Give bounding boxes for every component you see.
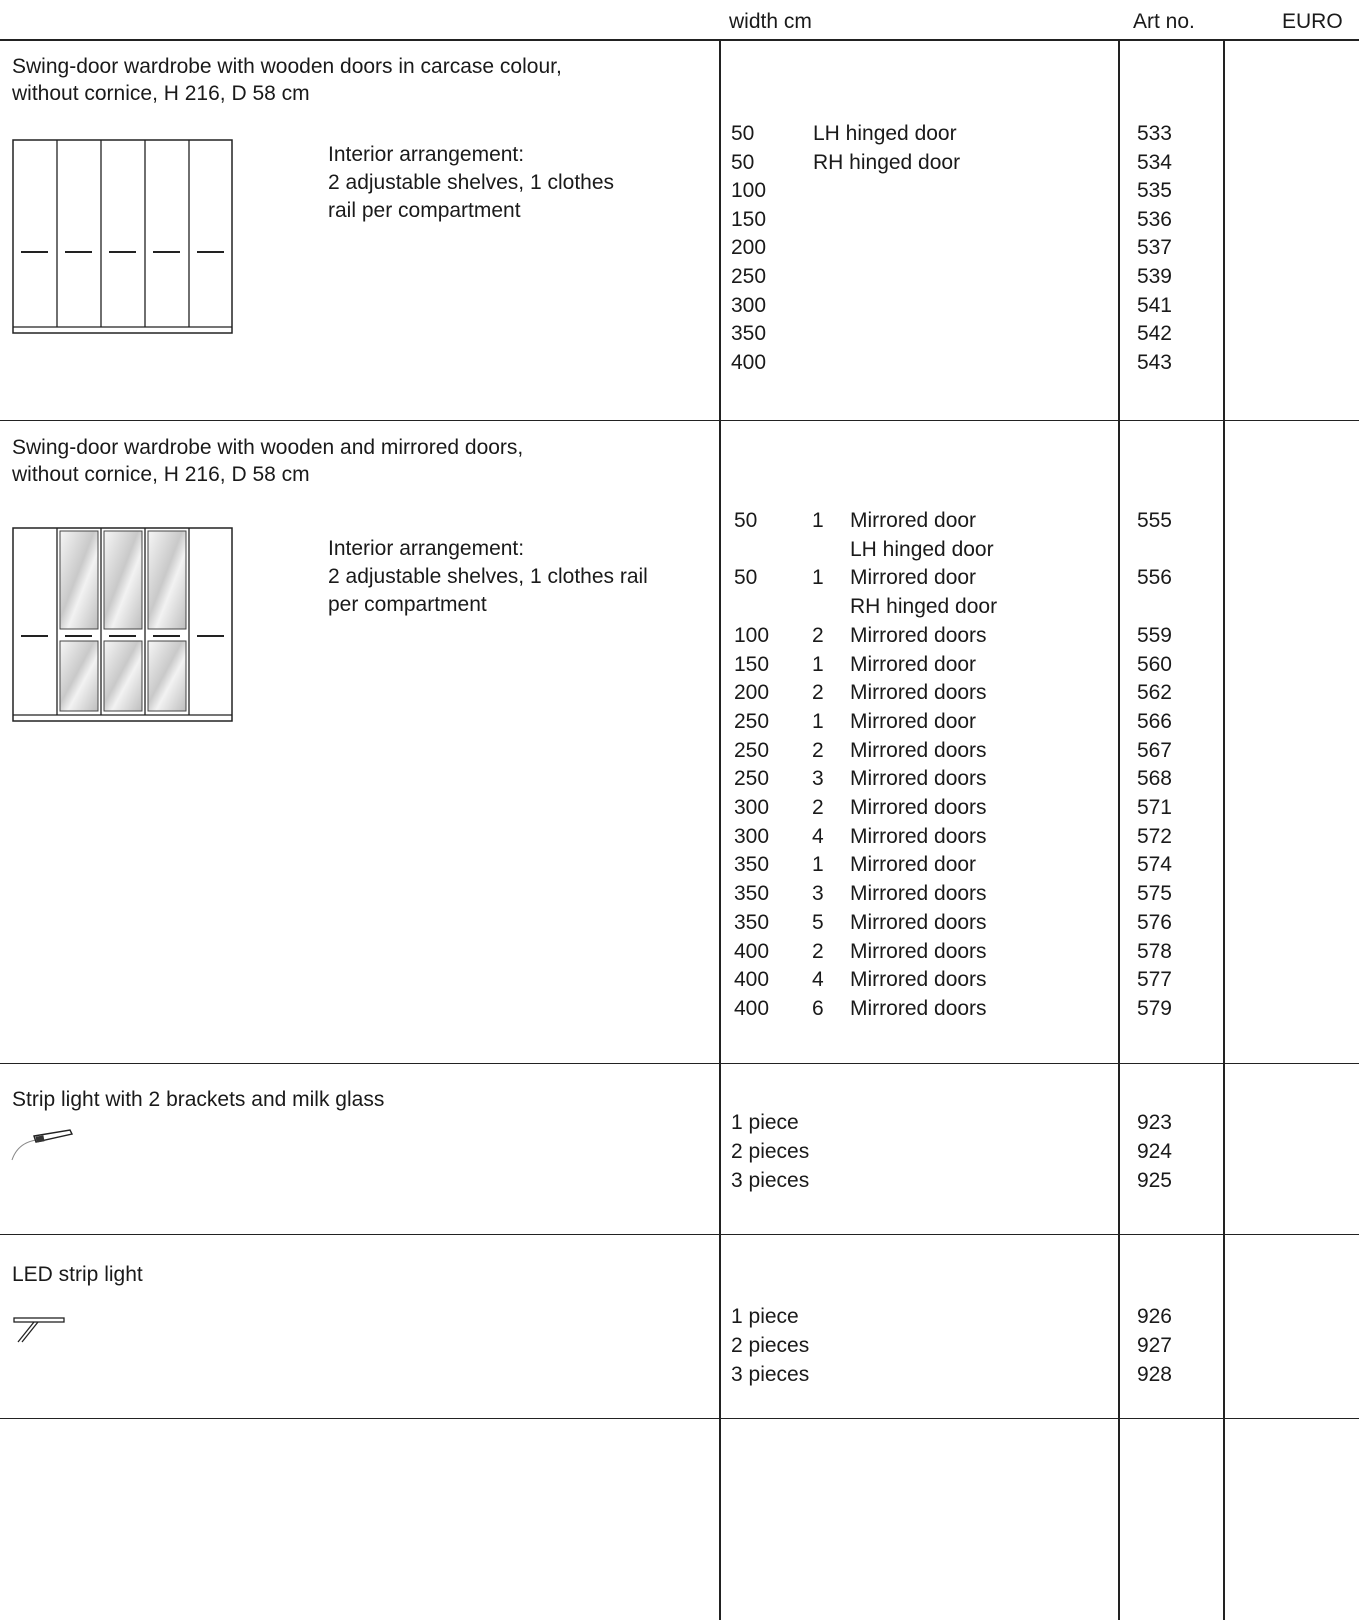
header-width: width cm: [729, 10, 812, 33]
door-count-cell: 1: [812, 709, 824, 733]
width-cell: 200: [731, 236, 767, 260]
width-cell: 3 pieces: [731, 1168, 810, 1192]
detail-cell: Mirrored door: [850, 652, 977, 676]
detail-cell: Mirrored doors: [850, 882, 987, 906]
art-no-cell: 576: [1136, 910, 1172, 934]
detail-cell: Mirrored doors: [850, 623, 987, 647]
art-no-cell: 537: [1136, 236, 1172, 260]
door-count-cell: 4: [812, 968, 824, 992]
door-count-cell: 2: [812, 681, 824, 705]
art-no-cell: 542: [1136, 322, 1172, 346]
door-count-cell: 1: [812, 652, 824, 676]
art-no-cell: 533: [1136, 122, 1172, 145]
width-cell: 100: [731, 179, 767, 203]
door-count-cell: 2: [812, 738, 824, 762]
art-no-cell: 577: [1136, 968, 1172, 992]
width-cell: 350: [734, 882, 770, 906]
width-cell: 350: [731, 322, 767, 346]
width-cell: 150: [731, 207, 767, 231]
section-1-description: Swing-door wardrobe with wooden doors in carcase colour, without cornice, H 216, D 58 cm: [12, 55, 562, 105]
art-no-cell: 924: [1136, 1139, 1172, 1163]
width-cell: 2 pieces: [731, 1139, 810, 1163]
detail-cell: Mirrored door: [850, 709, 977, 733]
section-4-description: LED strip light: [12, 1263, 143, 1286]
art-no-cell: 567: [1136, 738, 1172, 762]
column-rule-width: [719, 39, 721, 1620]
width-cell: 150: [734, 652, 770, 676]
door-count-cell: 3: [812, 767, 824, 791]
art-no-cell: 571: [1136, 796, 1172, 819]
wardrobe-wooden-doors-illustration: [12, 139, 234, 335]
width-cell: 250: [731, 265, 767, 288]
section-2-description: Swing-door wardrobe with wooden and mirrored doors, without cornice, H 216, D 58 cm: [12, 436, 524, 486]
section-2-interior: Interior arrangement: 2 adjustable shelves, 1 clothes rail per compartment: [328, 537, 648, 616]
section-3-description: Strip light with 2 brackets and milk glass: [12, 1088, 385, 1111]
column-rule-euro: [1223, 39, 1225, 1620]
section-1-interior: Interior arrangement: 2 adjustable shelves, 1 clothes rail per compartment: [328, 143, 615, 222]
detail-cell: Mirrored doors: [850, 824, 987, 848]
width-cell: 400: [734, 939, 770, 963]
door-count-cell: 3: [812, 882, 824, 906]
art-no-cell: 543: [1136, 350, 1172, 374]
door-count-cell: 5: [812, 910, 824, 934]
width-cell: 350: [734, 910, 770, 934]
detail-cell: Mirrored door: [850, 509, 977, 532]
art-no-cell: 568: [1136, 767, 1172, 791]
header-rule: [0, 39, 1359, 41]
width-cell: 300: [734, 824, 770, 848]
width-cell: 300: [731, 293, 767, 317]
art-no-cell: 928: [1136, 1362, 1172, 1386]
art-no-cell: 536: [1136, 207, 1172, 231]
strip-light-icon: [10, 1126, 74, 1162]
width-cell: 3 pieces: [731, 1362, 810, 1386]
door-count-cell: 2: [812, 623, 824, 647]
art-no-cell: 556: [1136, 566, 1172, 590]
header-art-no: Art no.: [1133, 10, 1195, 33]
width-cell: 50: [734, 509, 758, 532]
art-no-cell: 535: [1136, 179, 1172, 203]
width-cell: 350: [734, 853, 770, 877]
door-count-cell: 1: [812, 509, 824, 532]
width-cell: 400: [731, 350, 767, 374]
detail-cell: Mirrored doors: [850, 910, 987, 934]
art-no-cell: 578: [1136, 939, 1172, 963]
width-cell: 1 piece: [731, 1111, 799, 1134]
art-no-cell: 566: [1136, 709, 1172, 733]
detail-cell: Mirrored doors: [850, 738, 987, 762]
section-divider: [0, 1063, 1359, 1064]
detail-cell: Mirrored doors: [850, 796, 987, 819]
art-no-cell: 923: [1136, 1111, 1172, 1134]
art-no-cell: 541: [1136, 293, 1172, 317]
door-count-cell: 2: [812, 796, 824, 819]
width-cell: 50: [731, 150, 755, 174]
detail-cell: Mirrored door: [850, 853, 977, 877]
door-count-cell: 2: [812, 939, 824, 963]
section-divider: [0, 1418, 1359, 1419]
section-divider: [0, 1234, 1359, 1235]
art-no-cell: 574: [1136, 853, 1172, 877]
art-no-cell: 562: [1136, 681, 1172, 705]
detail-cell: Mirrored doors: [850, 939, 987, 963]
detail-cell: Mirrored doors: [850, 767, 987, 791]
width-cell: 250: [734, 709, 770, 733]
detail-cell: RH hinged door: [850, 595, 998, 619]
led-strip-light-icon: [12, 1316, 68, 1346]
width-cell: 100: [734, 623, 770, 647]
detail-cell: LH hinged door: [813, 122, 957, 145]
width-cell: 50: [731, 122, 755, 145]
art-no-cell: 555: [1136, 509, 1172, 532]
art-no-cell: 559: [1136, 623, 1172, 647]
detail-cell: RH hinged door: [813, 150, 961, 174]
art-no-cell: 579: [1136, 996, 1172, 1020]
detail-cell: LH hinged door: [850, 537, 994, 561]
door-count-cell: 6: [812, 996, 824, 1020]
art-no-cell: 575: [1136, 882, 1172, 906]
door-count-cell: 4: [812, 824, 824, 848]
art-no-cell: 572: [1136, 824, 1172, 848]
art-no-cell: 534: [1136, 150, 1172, 174]
width-cell: 400: [734, 968, 770, 992]
wardrobe-mirrored-doors-illustration: [12, 527, 234, 723]
detail-cell: Mirrored doors: [850, 968, 987, 992]
detail-cell: Mirrored doors: [850, 996, 987, 1020]
art-no-cell: 926: [1136, 1305, 1172, 1328]
width-cell: 400: [734, 996, 770, 1020]
art-no-cell: 539: [1136, 265, 1172, 288]
width-cell: 250: [734, 738, 770, 762]
art-no-cell: 560: [1136, 652, 1172, 676]
header-euro: EURO: [1282, 10, 1343, 33]
width-cell: 250: [734, 767, 770, 791]
door-count-cell: 1: [812, 853, 824, 877]
detail-cell: Mirrored door: [850, 566, 977, 590]
section-divider: [0, 420, 1359, 421]
width-cell: 1 piece: [731, 1305, 799, 1328]
art-no-cell: 927: [1136, 1333, 1172, 1357]
width-cell: 300: [734, 796, 770, 819]
width-cell: 2 pieces: [731, 1333, 810, 1357]
door-count-cell: 1: [812, 566, 824, 590]
detail-cell: Mirrored doors: [850, 681, 987, 705]
width-cell: 50: [734, 566, 758, 590]
width-cell: 200: [734, 681, 770, 705]
art-no-cell: 925: [1136, 1168, 1172, 1192]
